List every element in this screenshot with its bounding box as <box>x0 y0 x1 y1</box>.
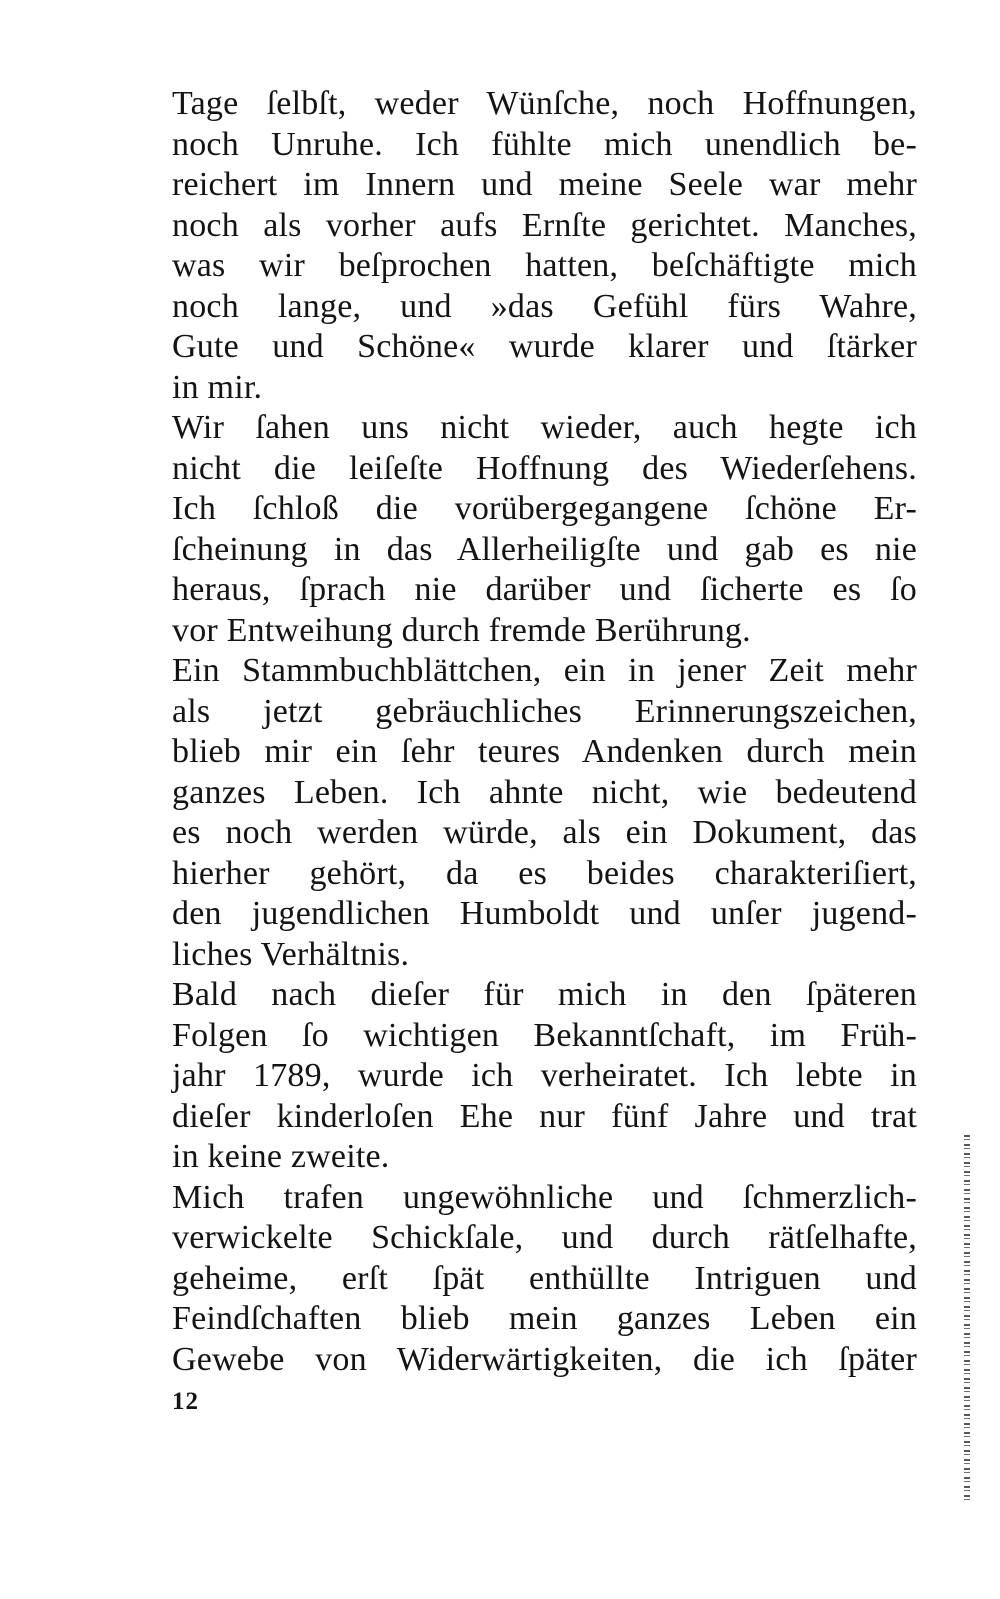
text-line: reichert im Innern und meine Seele war mehr <box>172 166 917 203</box>
text-line: Mich trafen ungewöhnliche und ſchmerzlich- <box>172 1178 917 1216</box>
text-line: ganzes Leben. Ich ahnte nicht, wie bedeutend <box>172 773 917 811</box>
text-line: noch Unruhe. Ich fühlte mich unendlich be- <box>172 125 917 163</box>
scan-edge-artifact <box>964 1135 970 1500</box>
text-line: Ich ſchloß die vorübergegangene ſchöne Er- <box>172 490 917 527</box>
text-line: Folgen ſo wichtigen Bekanntſchaft, im Früh- <box>172 1016 917 1054</box>
text-line: jahr 1789, wurde ich verheiratet. Ich lebte in <box>172 1057 917 1094</box>
text-line: noch als vorher aufs Ernſte gerichtet. Manches, <box>172 206 917 244</box>
text-line: vor Entweihung durch fremde Berührung. <box>172 611 751 649</box>
text-line: liches Verhältnis. <box>172 935 410 973</box>
page-number: 12 <box>172 1388 199 1415</box>
text-line: Ein Stammbuchblättchen, ein in jener Zeit mehr <box>172 652 917 689</box>
text-line: Bald nach dieſer für mich in den ſpäteren <box>172 976 917 1013</box>
text-line: den jugendlichen Humboldt und unſer jugend- <box>172 895 917 932</box>
text-line: Tage ſelbſt, weder Wünſche, noch Hoffnungen, <box>172 85 917 122</box>
text-line: es noch werden würde, als ein Dokument, das <box>172 814 917 851</box>
text-line: nicht die leiſeſte Hoffnung des Wiederſehens. <box>172 449 917 487</box>
text-line: hierher gehört, da es beides charakteriſiert, <box>172 854 917 892</box>
text-line: in keine zweite. <box>172 1138 390 1175</box>
text-line: noch lange, und »das Gefühl fürs Wahre, <box>172 287 917 325</box>
text-line: Gewebe von Widerwärtigkeiten, die ich ſpäter <box>172 1340 917 1378</box>
text-line: ſcheinung in das Allerheiligſte und gab es nie <box>172 530 917 568</box>
text-line: Gute und Schöne« wurde klarer und ſtärker <box>172 328 917 365</box>
text-line: was wir beſprochen hatten, beſchäftigte mich <box>172 247 917 284</box>
text-line: dieſer kinderloſen Ehe nur fünf Jahre und trat <box>172 1097 917 1135</box>
text-line: in mir. <box>172 368 263 406</box>
text-line: Feindſchaften blieb mein ganzes Leben ein <box>172 1300 917 1337</box>
text-line: geheime, erſt ſpät enthüllte Intriguen und <box>172 1259 917 1297</box>
text-line: heraus, ſprach nie darüber und ſicherte es ſo <box>172 571 917 608</box>
body-text <box>172 84 917 1380</box>
text-line: als jetzt gebräuchliches Erinnerungszeichen, <box>172 692 917 730</box>
text-line: verwickelte Schickſale, und durch rätſelhafte, <box>172 1219 917 1256</box>
text-line: blieb mir ein ſehr teures Andenken durch mein <box>172 733 917 770</box>
text-line: Wir ſahen uns nicht wieder, auch hegte ich <box>172 409 917 446</box>
